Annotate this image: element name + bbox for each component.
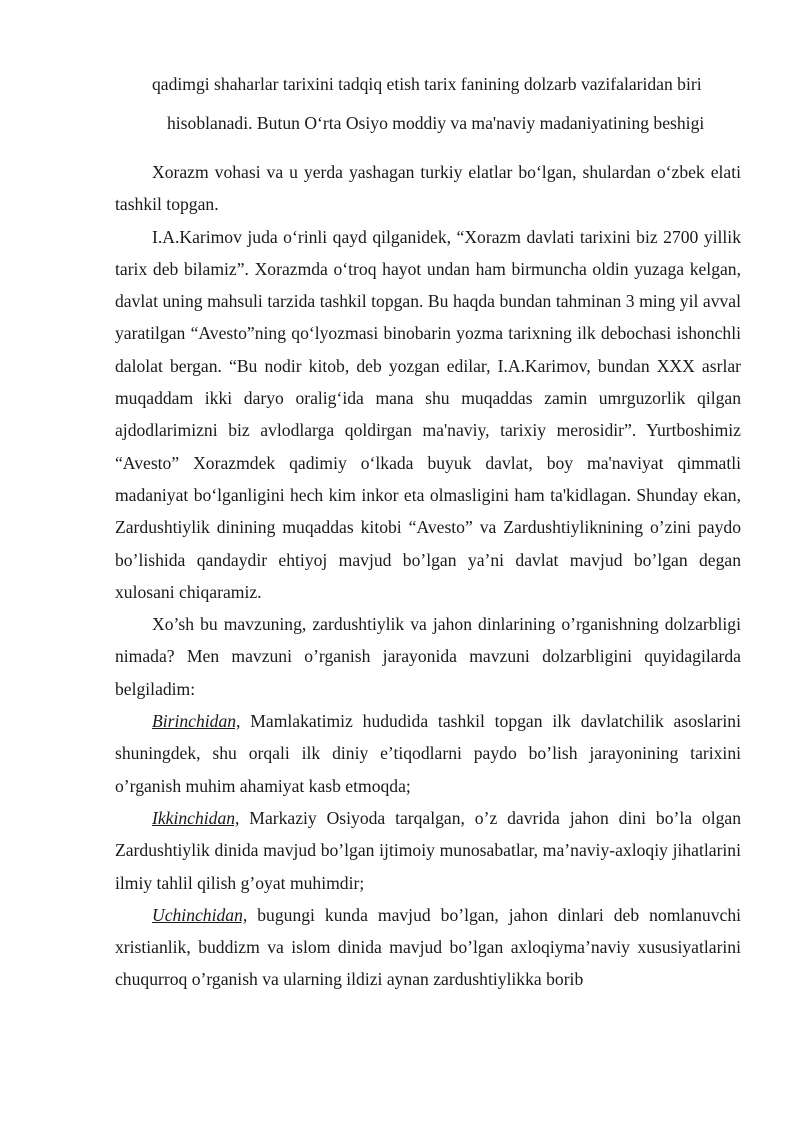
intro-line-2: hisoblanadi. Butun O‘rta Osiyo moddiy va ma'naviy madaniyatining beshigi (167, 113, 705, 133)
paragraph-3 (115, 608, 741, 705)
paragraph-4 (115, 705, 741, 802)
paragraph-3-text: Xo’sh bu mavzuning, zardushtiylik va jahon dinlarining o’rganishning dolzarbligi nimada? Men mavzuni o’rganish jarayonida mavzuni dolzarbligini quyidagilarda belgiladim: (115, 614, 741, 699)
intro-line-1: qadimgi shaharlar tarixini tadqiq etish tarix fanining dolzarb vazifalaridan biri (152, 74, 702, 94)
paragraph-6-lead: Uchinchidan, (152, 904, 248, 925)
paragraph-4-lead: Birinchidan, (152, 711, 241, 732)
paragraph-6-text: bugungi kunda mavjud bo’lgan, jahon dinlari deb nomlanuvchi xristianlik, buddizm va islom dinida mavjud bo’lgan axloqiyma’naviy xususiyatlarini chuqurroq o’rganish va ularning ildizi aynan zardushtiylikka borib (115, 904, 741, 990)
paragraph-5-lead: Ikkinchidan, (152, 807, 240, 828)
body-text (115, 156, 741, 996)
paragraph-2-text: I.A.Karimov juda o‘rinli qayd qilganidek, “Xorazm davlati tarixini biz 2700 yillik tarix deb bilamiz”. Xorazmda o‘troq hayot undan ham birmuncha oldin yuzaga kelgan, davlat uning mahsuli tarzida tashkil topgan. Bu haqda bundan tahminan 3 ming yil avval yaratilgan “Avesto”ning qo‘lyozmasi binobarin yozma tarixning ilk debochasi ishonchli dalolat bergan. “Bu nodir kitob, deb yozgan edilar, I.A.Karimov, bundan XXX asrlar muqaddam ikki daryo oralig‘ida mana shu muqaddas zamin umrguzorlik qilgan ajdodlarimizni biz avlodlarga qoldirgan ma'naviy, tarixiy merosidir”. Yurtboshimiz “Avesto” Xorazmdek qadimiy o‘lkada buyuk davlat, boy ma'naviyat qimmatli madaniyat bo‘lganligini hech kim inkor eta olmasligini ham ta'kidlagan. Shunday ekan, Zardushtiylik dinining muqaddas kitobi “Avesto” va Zardushtiyliknining o’zini paydo bo’lishida qandaydir ehtiyoj mavjud bo’lgan ya’ni davlat mavjud bo’lgan degan xulosani chiqaramiz. (115, 226, 741, 602)
paragraph-4-text: Mamlakatimiz hududida tashkil topgan ilk davlatchilik asoslarini shuningdek, shu orqali ilk diniy e’tiqodlarni paydo bo’lish jarayonining tarixini o’rganish muhim ahamiyat kasb etmoqda; (115, 711, 741, 796)
paragraph-6 (115, 899, 741, 996)
paragraph-5-text: Markaziy Osiyoda tarqalgan, o’z davrida jahon dini bo’la olgan Zardushtiylik dinida mavjud bo’lgan ijtimoiy munosabatlar, ma’naviy-axloqiy jihatlarini ilmiy tahlil qilish g’oyat muhimdir; (115, 807, 741, 893)
paragraph-2 (115, 221, 741, 609)
paragraph-1-text: Xorazm vohasi va u yerda yashagan turkiy elatlar bo‘lgan, shulardan o‘zbek elati tashkil topgan. (115, 162, 741, 215)
paragraph-1 (115, 156, 741, 221)
paragraph-5 (115, 802, 741, 899)
